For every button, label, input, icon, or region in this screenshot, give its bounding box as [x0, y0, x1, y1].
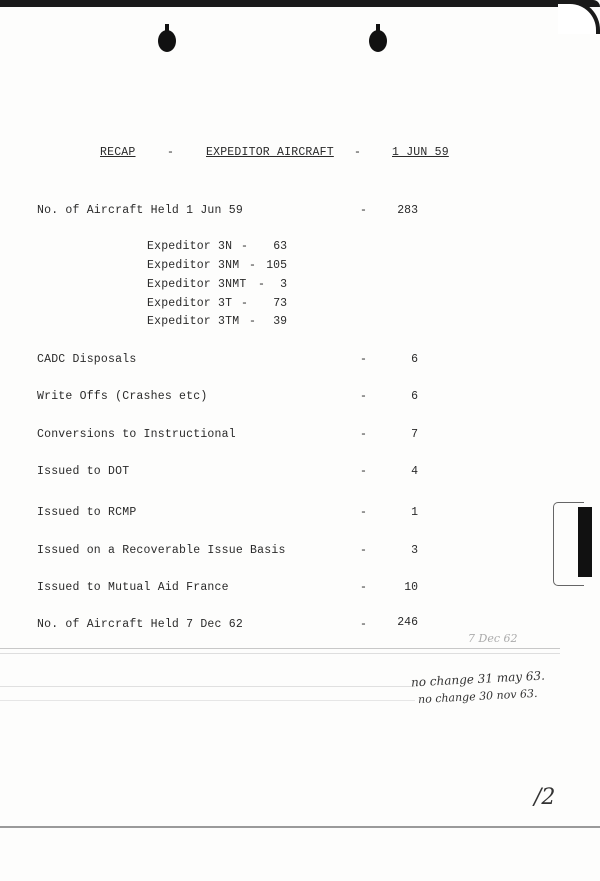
row-dash: - — [360, 544, 367, 557]
faint-rule — [0, 648, 560, 649]
row-value: 10 — [404, 581, 418, 594]
breakdown-dash: - — [241, 240, 248, 253]
row-label: Write Offs (Crashes etc) — [37, 390, 208, 403]
row-label: Issued to DOT — [37, 465, 130, 478]
breakdown-value: 105 — [266, 259, 287, 272]
row-dash: - — [360, 428, 367, 441]
handwritten-page-mark: /2 — [534, 785, 556, 810]
row-dash: - — [360, 581, 367, 594]
held-start-label: No. of Aircraft Held 1 Jun 59 — [37, 204, 243, 217]
page-top-edge — [0, 0, 600, 7]
header-separator: - — [354, 146, 362, 159]
breakdown-dash: - — [249, 259, 256, 272]
breakdown-name: Expeditor 3N — [147, 240, 233, 253]
punch-hole-left — [158, 30, 176, 52]
breakdown-dash: - — [258, 278, 265, 291]
breakdown-name: Expeditor 3NM — [147, 259, 240, 272]
breakdown-dash: - — [249, 315, 256, 328]
held-end-value: 246 — [397, 616, 418, 629]
header-subject: EXPEDITOR AIRCRAFT — [206, 146, 334, 159]
handwritten-note: no change 30 nov 63. — [417, 686, 538, 707]
header-recap: RECAP — [100, 146, 136, 159]
breakdown-value: 3 — [280, 278, 287, 291]
breakdown-value: 39 — [273, 315, 287, 328]
row-dash: - — [360, 618, 367, 631]
row-dash: - — [360, 353, 367, 366]
row-value: 6 — [411, 390, 418, 403]
breakdown-name: Expeditor 3NMT — [147, 278, 247, 291]
row-label: Issued to RCMP — [37, 506, 137, 519]
row-label: Issued on a Recoverable Issue Basis — [37, 544, 286, 557]
row-value: 4 — [411, 465, 418, 478]
breakdown-name: Expeditor 3TM — [147, 315, 240, 328]
row-label: Issued to Mutual Aid France — [37, 581, 229, 594]
row-label: Conversions to Instructional — [37, 428, 236, 441]
breakdown-dash: - — [241, 297, 248, 310]
header-date: 1 JUN 59 — [392, 146, 449, 159]
row-value: 6 — [411, 353, 418, 366]
faint-rule — [0, 686, 415, 687]
row-dash: - — [360, 390, 367, 403]
row-value: 1 — [411, 506, 418, 519]
row-dash: - — [360, 506, 367, 519]
row-label: CADC Disposals — [37, 353, 137, 366]
row-dash: - — [360, 204, 367, 217]
held-start-value: 283 — [397, 204, 418, 217]
binder-clip — [578, 507, 592, 577]
breakdown-name: Expeditor 3T — [147, 297, 233, 310]
held-end-label: No. of Aircraft Held 7 Dec 62 — [37, 618, 243, 631]
punch-hole-right — [369, 30, 387, 52]
breakdown-value: 63 — [273, 240, 287, 253]
row-dash: - — [360, 465, 367, 478]
handwritten-note: no change 31 may 63. — [410, 668, 546, 690]
faint-rule — [0, 653, 560, 654]
handwritten-faint-date: 7 Dec 62 — [468, 632, 518, 645]
row-value: 3 — [411, 544, 418, 557]
page-bottom-edge — [0, 826, 600, 828]
breakdown-value: 73 — [273, 297, 287, 310]
header-separator: - — [167, 146, 175, 159]
faint-rule — [0, 700, 415, 701]
row-value: 7 — [411, 428, 418, 441]
